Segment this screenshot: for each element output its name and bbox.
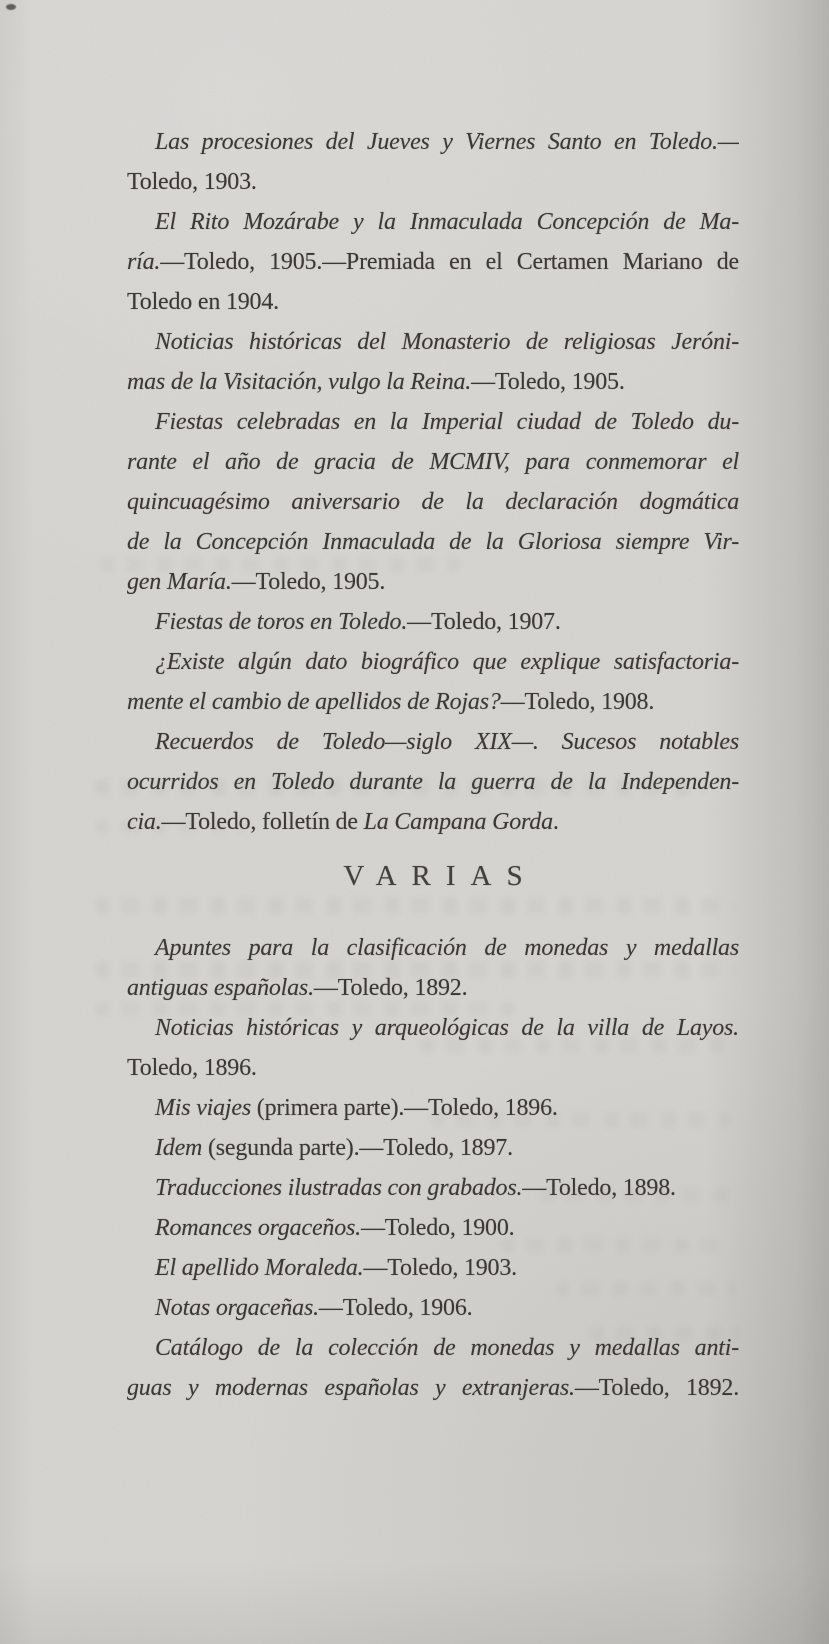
bibliography-entry (127, 1128, 739, 1168)
title-text: gen María. (127, 569, 232, 595)
imprint-text: —Toledo, 1905.—Premiada en el Certamen Mariano de (160, 249, 739, 275)
text-line (127, 1128, 739, 1168)
title-text: El apellido Moraleda. (155, 1255, 364, 1281)
imprint-text: —Toledo, 1900. (360, 1215, 515, 1241)
bibliography-entry (127, 202, 739, 322)
text-line (127, 1168, 739, 1208)
title-text: El Rito Mozárabe y la Inmaculada Concepción de Ma- (155, 209, 739, 235)
title-text: Noticias históricas y arqueológicas de la villa de Layos. (155, 1015, 739, 1041)
bibliography-entry (127, 122, 739, 202)
title-text: La Campana Gorda (363, 809, 553, 835)
title-text: mente el cambio de apellidos de Rojas? (127, 689, 501, 715)
text-line (127, 122, 739, 162)
bibliography-section-toledo (127, 122, 739, 842)
text-line (127, 1248, 739, 1288)
text-line (127, 402, 739, 442)
imprint-text: —Toledo, folletín de (161, 809, 364, 835)
title-text: Catálogo de la colección de monedas y medallas anti- (155, 1335, 739, 1361)
title-text: de la Concepción Inmaculada de la Gloriosa siempre Vir- (127, 529, 739, 555)
title-text: Apuntes para la clasificación de monedas y medallas (155, 935, 739, 961)
bibliography-entry (127, 602, 739, 642)
text-line (127, 642, 739, 682)
bibliography-entry (127, 1288, 739, 1328)
imprint-text: —Toledo, 1898. (522, 1175, 676, 1201)
title-text: Noticias históricas del Monasterio de religiosas Jeróni- (155, 329, 739, 355)
bibliography-section-varias (127, 928, 739, 1408)
text-line (127, 1288, 739, 1328)
text-line (127, 482, 739, 522)
bibliography-entry (127, 1088, 739, 1128)
title-text: guas y modernas españolas y extranjeras. (127, 1375, 575, 1401)
bibliography-entry (127, 1248, 739, 1288)
title-text: Las procesiones del Jueves y Viernes Santo en Toledo.— (155, 129, 739, 155)
imprint-text: (segunda parte).—Toledo, 1897. (202, 1135, 513, 1161)
bibliography-entry (127, 928, 739, 1008)
imprint-text: Toledo, 1896. (127, 1055, 257, 1081)
imprint-text: —Toledo, 1903. (363, 1255, 517, 1281)
text-line (127, 802, 739, 842)
imprint-text: Toledo, 1903. (127, 169, 257, 195)
title-text: Notas orgaceñas. (155, 1295, 319, 1321)
imprint-text: —Toledo, 1892. (313, 975, 468, 1001)
text-block (127, 122, 739, 1408)
ink-speck (6, 4, 16, 10)
title-text: ocurridos en Toledo durante la guerra de la Independen- (127, 769, 739, 795)
text-line (127, 1008, 739, 1048)
title-text: Fiestas celebradas en la Imperial ciudad de Toledo du- (155, 409, 739, 435)
text-line (127, 202, 739, 242)
bibliography-entry (127, 1008, 739, 1088)
text-line (127, 442, 739, 482)
bibliography-entry (127, 722, 739, 842)
imprint-text: —Toledo, 1905. (231, 569, 386, 595)
title-text: mas de la Visitación, vulgo la Reina. (127, 369, 472, 395)
text-line (127, 762, 739, 802)
title-text: Mis viajes (155, 1095, 251, 1121)
bibliography-entry (127, 1328, 739, 1408)
text-line (127, 1368, 739, 1408)
title-text: Traducciones ilustradas con grabados. (155, 1175, 523, 1201)
text-line (127, 682, 739, 722)
entry-list (127, 928, 739, 1408)
bibliography-entry (127, 402, 739, 602)
section-heading-varias: VARIAS (343, 860, 538, 892)
imprint-text: —Toledo, 1905. (471, 369, 625, 395)
imprint-text: (primera parte).—Toledo, 1896. (250, 1095, 558, 1121)
text-line (127, 242, 739, 282)
text-line (127, 282, 739, 322)
text-line (127, 562, 739, 602)
title-text: ría. (127, 249, 161, 275)
title-text: Recuerdos de Toledo—siglo XIX—. Sucesos notables (155, 729, 739, 755)
text-line (127, 1048, 739, 1088)
imprint-text: . (552, 809, 559, 835)
imprint-text: —Toledo, 1892. (574, 1375, 739, 1401)
text-line (127, 722, 739, 762)
imprint-text: —Toledo, 1908. (500, 689, 655, 715)
title-text: cia. (127, 809, 162, 835)
imprint-text: Toledo en 1904. (127, 289, 279, 315)
imprint-text: —Toledo, 1906. (318, 1295, 473, 1321)
text-line (127, 322, 739, 362)
text-line (127, 968, 739, 1008)
bibliography-entry (127, 1208, 739, 1248)
title-text: Idem (155, 1135, 203, 1161)
title-text: Fiestas de toros en Toledo. (155, 609, 408, 635)
text-line (127, 928, 739, 968)
text-line (127, 1328, 739, 1368)
title-text: antiguas españolas. (127, 975, 314, 1001)
title-text: rante el año de gracia de MCMIV, para conmemorar el (127, 449, 739, 475)
text-line (127, 362, 739, 402)
title-text: quincuagésimo aniversario de la declaración dogmática (127, 489, 739, 515)
entry-list (127, 122, 739, 842)
title-text: Romances orgaceños. (155, 1215, 361, 1241)
title-text: ¿Existe algún dato biográfico que explique satisfactoria- (155, 649, 739, 675)
text-line (127, 162, 739, 202)
text-line (127, 602, 739, 642)
text-line (127, 1208, 739, 1248)
bibliography-entry (127, 322, 739, 402)
bibliography-entry (127, 1168, 739, 1208)
bibliography-entry (127, 642, 739, 722)
text-line (127, 522, 739, 562)
imprint-text: —Toledo, 1907. (407, 609, 561, 635)
text-line (127, 1088, 739, 1128)
